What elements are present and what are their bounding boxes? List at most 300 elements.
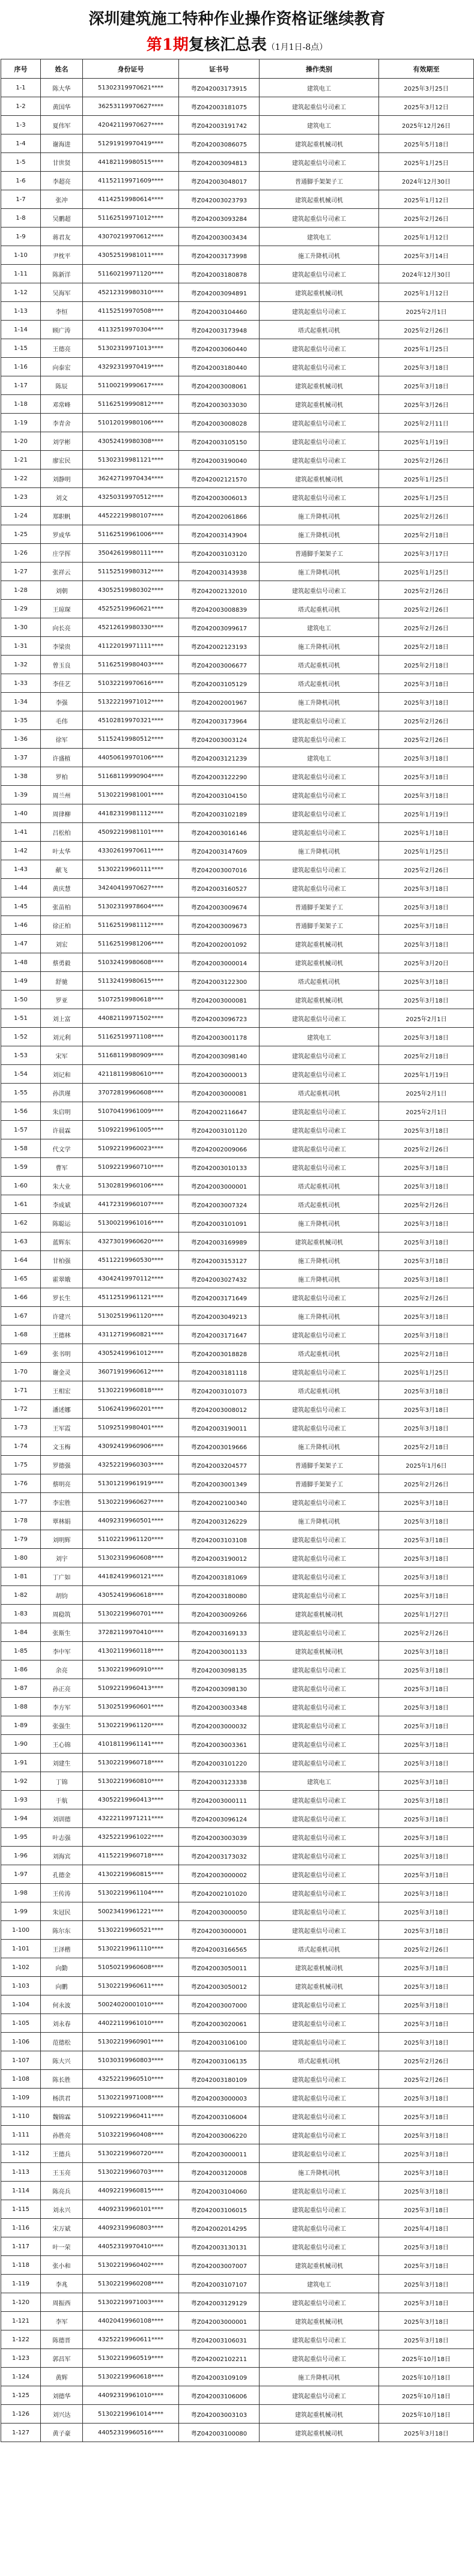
cell-valid-until: 2025年2月26日 <box>379 2051 474 2070</box>
cell-cert-number: 粤Z042003153127 <box>179 1251 260 1270</box>
cell-cert-number: 粤Z042003190011 <box>179 1419 260 1437</box>
cell-name: 朱大业 <box>41 1177 83 1195</box>
cell-id-number: 51092219960023**** <box>83 1139 179 1158</box>
cell-name: 叶志强 <box>41 1828 83 1847</box>
cell-id-number: 44022119961010**** <box>83 2014 179 2033</box>
cell-operation-type: 建筑起重信号司索工 <box>260 1754 379 1772</box>
cell-name: 孙正亮 <box>41 1679 83 1698</box>
cell-valid-until: 2025年1月19日 <box>379 804 474 823</box>
header-cert-number: 证书号 <box>179 59 260 79</box>
cell-name: 刘元利 <box>41 1028 83 1046</box>
cell-id-number: 44092319960803**** <box>83 2219 179 2237</box>
cell-seq: 1-114 <box>1 2182 41 2200</box>
table-row <box>1 376 474 395</box>
cell-cert-number: 粤Z042003003361 <box>179 1735 260 1754</box>
table-row <box>1 1698 474 1716</box>
cell-id-number: 43042419970112**** <box>83 1270 179 1288</box>
table-row <box>1 1586 474 1605</box>
cell-valid-until: 2025年3月18日 <box>379 1791 474 1809</box>
cell-seq: 1-107 <box>1 2051 41 2070</box>
cell-name: 吕松柏 <box>41 823 83 842</box>
cell-seq: 1-54 <box>1 1065 41 1084</box>
cell-valid-until: 2025年10月18日 <box>379 2368 474 2386</box>
cell-name: 庄学挥 <box>41 544 83 563</box>
cell-id-number: 43302619970611**** <box>83 842 179 860</box>
cell-valid-until: 2025年3月18日 <box>379 972 474 991</box>
table-row <box>1 432 474 451</box>
summary-table <box>1 59 474 2442</box>
table-row <box>1 1474 474 1493</box>
cell-id-number: 50023419961221**** <box>83 1902 179 1921</box>
table-row <box>1 916 474 935</box>
cell-cert-number: 粤Z042003180080 <box>179 1586 260 1605</box>
header-id-number: 身份证号 <box>83 59 179 79</box>
cell-id-number: 51302819960106**** <box>83 1177 179 1195</box>
cell-seq: 1-65 <box>1 1270 41 1288</box>
cell-operation-type: 建筑起重信号司索工 <box>260 767 379 786</box>
cell-valid-until: 2025年2月18日 <box>379 1046 474 1065</box>
cell-valid-until: 2025年2月26日 <box>379 860 474 879</box>
cell-cert-number: 粤Z042003122300 <box>179 972 260 991</box>
cell-id-number: 51302319970621**** <box>83 79 179 97</box>
table-row <box>1 860 474 879</box>
cell-name: 张斯生 <box>41 1623 83 1642</box>
cell-valid-until: 2025年3月18日 <box>379 2237 474 2256</box>
cell-valid-until: 2025年3月18日 <box>379 879 474 897</box>
cell-cert-number: 粤Z042003173915 <box>179 79 260 97</box>
table-row <box>1 991 474 1009</box>
cell-operation-type: 建筑电工 <box>260 2275 379 2293</box>
cell-seq: 1-24 <box>1 507 41 525</box>
cell-cert-number: 粤Z042003171647 <box>179 1326 260 1344</box>
cell-valid-until: 2025年3月18日 <box>379 1158 474 1177</box>
cell-operation-type: 建筑起重机械司机 <box>260 2312 379 2330</box>
cell-id-number: 51030319960803**** <box>83 2051 179 2070</box>
cell-operation-type: 建筑起重信号司索工 <box>260 2237 379 2256</box>
cell-seq: 1-123 <box>1 2349 41 2368</box>
table-row <box>1 1456 474 1474</box>
cell-name: 黄国华 <box>41 97 83 116</box>
cell-id-number: 51322219971012**** <box>83 693 179 711</box>
cell-seq: 1-98 <box>1 1884 41 1902</box>
cell-name: 蓝辉东 <box>41 1232 83 1251</box>
cell-id-number: 43052519980302**** <box>83 581 179 600</box>
cell-name: 李军 <box>41 2312 83 2330</box>
cell-cert-number: 粤Z042003049213 <box>179 1307 260 1326</box>
table-row <box>1 1642 474 1661</box>
cell-seq: 1-113 <box>1 2163 41 2182</box>
cell-operation-type: 建筑起重机械司机 <box>260 395 379 414</box>
cell-id-number: 51100219990617**** <box>83 376 179 395</box>
cell-cert-number: 粤Z042003093284 <box>179 209 260 228</box>
cell-seq: 1-43 <box>1 860 41 879</box>
cell-id-number: 36253119970627**** <box>83 97 179 116</box>
table-row <box>1 1902 474 1921</box>
cell-cert-number: 粤Z042003000001 <box>179 2312 260 2330</box>
cell-operation-type: 塔式起重机司机 <box>260 600 379 618</box>
cell-seq: 1-1 <box>1 79 41 97</box>
cell-valid-until: 2025年3月18日 <box>379 1326 474 1344</box>
cell-cert-number: 粤Z042003104060 <box>179 2182 260 2200</box>
cell-name: 王德亮 <box>41 339 83 358</box>
table-row <box>1 134 474 153</box>
cell-cert-number: 粤Z042003171649 <box>179 1288 260 1307</box>
cell-seq: 1-72 <box>1 1400 41 1419</box>
cell-id-number: 51012019980106**** <box>83 414 179 432</box>
cell-name: 张强生 <box>41 1716 83 1735</box>
cell-name: 刘建生 <box>41 1754 83 1772</box>
cell-seq: 1-61 <box>1 1195 41 1214</box>
cell-name: 周稳筑 <box>41 1605 83 1623</box>
cell-valid-until: 2025年2月26日 <box>379 451 474 469</box>
table-row <box>1 1288 474 1307</box>
table-row <box>1 935 474 953</box>
cell-seq: 1-30 <box>1 618 41 637</box>
cell-operation-type: 建筑起重信号司索工 <box>260 209 379 228</box>
cell-seq: 1-125 <box>1 2386 41 2405</box>
cell-valid-until: 2025年3月18日 <box>379 1847 474 1865</box>
cell-cert-number: 粤Z042003009673 <box>179 916 260 935</box>
table-row <box>1 209 474 228</box>
cell-name: 刘朝 <box>41 581 83 600</box>
table-row <box>1 1940 474 1958</box>
table-row <box>1 842 474 860</box>
cell-id-number: 43052519981011**** <box>83 246 179 265</box>
cell-name: 刘德华 <box>41 2386 83 2405</box>
cell-valid-until: 2025年3月18日 <box>379 1214 474 1232</box>
cell-valid-until: 2025年3月18日 <box>379 1828 474 1847</box>
cell-valid-until: 2025年1月19日 <box>379 1065 474 1084</box>
cell-valid-until: 2025年1月6日 <box>379 1456 474 1474</box>
cell-cert-number: 粤Z042002001967 <box>179 693 260 711</box>
table-row <box>1 2144 474 2163</box>
cell-cert-number: 粤Z042003010133 <box>179 1158 260 1177</box>
table-row <box>1 2386 474 2405</box>
cell-cert-number: 粤Z042003123338 <box>179 1772 260 1791</box>
cell-valid-until: 2025年3月18日 <box>379 1772 474 1791</box>
cell-name: 谢金灵 <box>41 1363 83 1381</box>
cell-id-number: 43292319970419**** <box>83 358 179 376</box>
cell-name: 陈大兴 <box>41 2051 83 2070</box>
cell-id-number: 51300219961016**** <box>83 1214 179 1232</box>
table-row <box>1 1139 474 1158</box>
cell-seq: 1-93 <box>1 1791 41 1809</box>
cell-id-number: 44020419960108**** <box>83 2312 179 2330</box>
table-row <box>1 1084 474 1102</box>
cell-seq: 1-111 <box>1 2126 41 2144</box>
cell-cert-number: 粤Z042003050011 <box>179 1958 260 1977</box>
cell-operation-type: 建筑起重机械司机 <box>260 1958 379 1977</box>
table-row <box>1 1605 474 1623</box>
cell-name: 陈聪运 <box>41 1214 83 1232</box>
cell-name: 邓常峰 <box>41 395 83 414</box>
cell-name: 谢海进 <box>41 134 83 153</box>
cell-operation-type: 建筑起重机械司机 <box>260 1605 379 1623</box>
cell-operation-type: 塔式起重机司机 <box>260 1195 379 1214</box>
table-row <box>1 1102 474 1121</box>
cell-name: 吴海军 <box>41 283 83 302</box>
cell-operation-type: 施工升降机司机 <box>260 1270 379 1288</box>
cell-name: 许晨霖 <box>41 1121 83 1139</box>
cell-operation-type: 建筑起重信号司索工 <box>260 860 379 879</box>
table-row <box>1 1028 474 1046</box>
cell-operation-type: 建筑起重信号司索工 <box>260 1139 379 1158</box>
table-row <box>1 1307 474 1326</box>
table-row <box>1 1623 474 1642</box>
table-row <box>1 507 474 525</box>
cell-id-number: 44092219960815**** <box>83 2182 179 2200</box>
cell-id-number: 44092319960101**** <box>83 2200 179 2219</box>
table-row <box>1 1344 474 1363</box>
cell-seq: 1-25 <box>1 525 41 544</box>
cell-name: 李青舍 <box>41 414 83 432</box>
table-row <box>1 339 474 358</box>
cell-id-number: 43222119971211**** <box>83 1809 179 1828</box>
cell-seq: 1-118 <box>1 2256 41 2275</box>
cell-seq: 1-50 <box>1 991 41 1009</box>
cell-cert-number: 粤Z042003098140 <box>179 1046 260 1065</box>
table-row <box>1 1251 474 1270</box>
cell-seq: 1-70 <box>1 1363 41 1381</box>
cell-cert-number: 粤Z042003106100 <box>179 2033 260 2051</box>
cell-id-number: 44052319960516**** <box>83 2424 179 2442</box>
cell-valid-until: 2025年3月18日 <box>379 2126 474 2144</box>
table-row <box>1 749 474 767</box>
cell-cert-number: 粤Z042003008028 <box>179 414 260 432</box>
cell-id-number: 51302219960618**** <box>83 2368 179 2386</box>
cell-operation-type: 建筑起重机械司机 <box>260 283 379 302</box>
cell-id-number: 43252219960510**** <box>83 2070 179 2089</box>
cell-seq: 1-60 <box>1 1177 41 1195</box>
cell-valid-until: 2025年10月18日 <box>379 2405 474 2424</box>
cell-valid-until: 2025年2月26日 <box>379 618 474 637</box>
table-row <box>1 116 474 134</box>
cell-cert-number: 粤Z042003094813 <box>179 153 260 172</box>
cell-name: 陈长胜 <box>41 2070 83 2089</box>
cell-name: 王泽楷 <box>41 1940 83 1958</box>
cell-name: 王传涛 <box>41 1884 83 1902</box>
table-row <box>1 414 474 432</box>
cell-name: 余亮 <box>41 1661 83 1679</box>
cell-seq: 1-74 <box>1 1437 41 1456</box>
cell-operation-type: 建筑起重信号司索工 <box>260 97 379 116</box>
cell-operation-type: 建筑起重机械司机 <box>260 469 379 488</box>
cell-cert-number: 粤Z042002009066 <box>179 1139 260 1158</box>
cell-id-number: 51162519980403**** <box>83 656 179 674</box>
cell-name: 孙洪瑾 <box>41 1084 83 1102</box>
cell-operation-type: 建筑电工 <box>260 116 379 134</box>
cell-id-number: 51162519981112**** <box>83 916 179 935</box>
cell-name: 范德松 <box>41 2033 83 2051</box>
table-row <box>1 2330 474 2349</box>
cell-operation-type: 建筑起重信号司索工 <box>260 1326 379 1344</box>
cell-id-number: 41132519970304**** <box>83 321 179 339</box>
table-row <box>1 804 474 823</box>
cell-valid-until: 2025年3月18日 <box>379 1270 474 1288</box>
cell-cert-number: 粤Z042003060440 <box>179 339 260 358</box>
cell-operation-type: 建筑起重机械司机 <box>260 953 379 972</box>
cell-operation-type: 建筑起重信号司索工 <box>260 1623 379 1642</box>
cell-seq: 1-108 <box>1 2070 41 2089</box>
cell-name: 李兆 <box>41 2275 83 2293</box>
cell-id-number: 45092219981101**** <box>83 823 179 842</box>
cell-cert-number: 粤Z042003000014 <box>179 953 260 972</box>
cell-id-number: 51302219981001**** <box>83 786 179 804</box>
table-row <box>1 2293 474 2312</box>
table-row <box>1 823 474 842</box>
cell-operation-type: 建筑起重信号司索工 <box>260 1809 379 1828</box>
table-row <box>1 358 474 376</box>
cell-id-number: 51168119980909**** <box>83 1046 179 1065</box>
cell-id-number: 51032419980608**** <box>83 953 179 972</box>
cell-name: 李方军 <box>41 1698 83 1716</box>
cell-seq: 1-105 <box>1 2014 41 2033</box>
table-row <box>1 1326 474 1344</box>
cell-valid-until: 2025年2月1日 <box>379 1084 474 1102</box>
cell-name: 朱启明 <box>41 1102 83 1121</box>
table-row <box>1 1493 474 1512</box>
document-title: 深圳建筑施工特种作业操作资格证继续教育 <box>88 10 386 28</box>
cell-name: 顾广涛 <box>41 321 83 339</box>
cell-cert-number: 粤Z042003006220 <box>179 2126 260 2144</box>
cell-valid-until: 2025年3月18日 <box>379 916 474 935</box>
cell-operation-type: 建筑起重信号司索工 <box>260 153 379 172</box>
cell-valid-until: 2025年2月18日 <box>379 637 474 656</box>
cell-name: 毛伟 <box>41 711 83 730</box>
cell-valid-until: 2025年3月18日 <box>379 1121 474 1139</box>
table-row <box>1 1661 474 1679</box>
cell-name: 张祥云 <box>41 563 83 581</box>
cell-seq: 1-68 <box>1 1326 41 1344</box>
cell-valid-until: 2025年1月27日 <box>379 1605 474 1623</box>
cell-name: 罗成华 <box>41 525 83 544</box>
cell-id-number: 51050219960608**** <box>83 1958 179 1977</box>
table-row <box>1 2163 474 2182</box>
cell-id-number: 51302219960720**** <box>83 2144 179 2163</box>
cell-cert-number: 粤Z042003000013 <box>179 1065 260 1084</box>
table-row <box>1 265 474 283</box>
cell-id-number: 43250319970512**** <box>83 488 179 507</box>
cell-cert-number: 粤Z042002001092 <box>179 935 260 953</box>
cell-valid-until: 2025年1月25日 <box>379 339 474 358</box>
cell-cert-number: 粤Z042002101020 <box>179 1884 260 1902</box>
cell-cert-number: 粤Z042003180440 <box>179 358 260 376</box>
cell-name: 黄庆慧 <box>41 879 83 897</box>
cell-seq: 1-32 <box>1 656 41 674</box>
cell-operation-type: 施工升降机司机 <box>260 1512 379 1530</box>
table-row <box>1 469 474 488</box>
table-row <box>1 879 474 897</box>
cell-valid-until: 2025年3月18日 <box>379 1232 474 1251</box>
cell-id-number: 44082119971502**** <box>83 1009 179 1028</box>
cell-valid-until: 2025年3月18日 <box>379 2256 474 2275</box>
cell-id-number: 43070219970612**** <box>83 228 179 246</box>
cell-cert-number: 粤Z042003009674 <box>179 897 260 916</box>
cell-seq: 1-126 <box>1 2405 41 2424</box>
cell-operation-type: 建筑起重信号司索工 <box>260 414 379 432</box>
cell-seq: 1-106 <box>1 2033 41 2051</box>
cell-seq: 1-116 <box>1 2219 41 2237</box>
cell-name: 罗柏 <box>41 767 83 786</box>
table-row <box>1 1754 474 1772</box>
cell-valid-until: 2025年2月26日 <box>379 581 474 600</box>
cell-id-number: 44182319981112**** <box>83 804 179 823</box>
cell-valid-until: 2025年3月18日 <box>379 1307 474 1326</box>
cell-seq: 1-48 <box>1 953 41 972</box>
cell-valid-until: 2025年3月18日 <box>379 2312 474 2330</box>
cell-cert-number: 粤Z042003019666 <box>179 1437 260 1456</box>
cell-id-number: 51302219961014**** <box>83 2405 179 2424</box>
table-row <box>1 1065 474 1084</box>
cell-cert-number: 粤Z042003121239 <box>179 749 260 767</box>
cell-operation-type: 塔式起重机司机 <box>260 656 379 674</box>
cell-seq: 1-7 <box>1 190 41 209</box>
cell-seq: 1-52 <box>1 1028 41 1046</box>
cell-operation-type: 施工升降机司机 <box>260 2163 379 2182</box>
date-range: （1月1日-8点） <box>266 43 328 52</box>
cell-operation-type: 建筑起重信号司索工 <box>260 302 379 321</box>
cell-name: 李强 <box>41 693 83 711</box>
cell-name: 丁锦 <box>41 1772 83 1791</box>
header-valid-until: 有效期至 <box>379 59 474 79</box>
cell-valid-until: 2025年3月18日 <box>379 2163 474 2182</box>
cell-operation-type: 建筑起重信号司索工 <box>260 823 379 842</box>
cell-valid-until: 2025年3月18日 <box>379 991 474 1009</box>
table-row <box>1 1121 474 1139</box>
cell-cert-number: 粤Z042003008061 <box>179 376 260 395</box>
table-row <box>1 972 474 991</box>
cell-cert-number: 粤Z042003008012 <box>179 1400 260 1419</box>
cell-name: 陈辰 <box>41 376 83 395</box>
cell-operation-type: 建筑起重信号司索工 <box>260 265 379 283</box>
cell-id-number: 44522219980107**** <box>83 507 179 525</box>
cell-id-number: 51168119990904**** <box>83 767 179 786</box>
cell-valid-until: 2025年3月25日 <box>379 79 474 97</box>
cell-operation-type: 建筑电工 <box>260 228 379 246</box>
cell-seq: 1-15 <box>1 339 41 358</box>
cell-cert-number: 粤Z042003000032 <box>179 1716 260 1735</box>
table-row <box>1 1847 474 1865</box>
cell-operation-type: 建筑起重信号司索工 <box>260 2144 379 2163</box>
cell-name: 刘兴达 <box>41 2405 83 2424</box>
cell-operation-type: 建筑起重机械司机 <box>260 935 379 953</box>
cell-operation-type: 塔式起重机司机 <box>260 1084 379 1102</box>
cell-seq: 1-115 <box>1 2200 41 2219</box>
cell-cert-number: 粤Z042003007324 <box>179 1195 260 1214</box>
table-row <box>1 1791 474 1809</box>
cell-seq: 1-67 <box>1 1307 41 1326</box>
cell-id-number: 45212619980330**** <box>83 618 179 637</box>
table-row <box>1 1177 474 1195</box>
cell-name: 许盛植 <box>41 749 83 767</box>
cell-cert-number: 粤Z042003048017 <box>179 172 260 190</box>
cell-operation-type: 建筑起重信号司索工 <box>260 451 379 469</box>
cell-id-number: 51302219971003**** <box>83 2293 179 2312</box>
cell-name: 罗德强 <box>41 1456 83 1474</box>
cell-operation-type: 建筑起重信号司索工 <box>260 1828 379 1847</box>
cell-operation-type: 建筑起重信号司索工 <box>260 2330 379 2349</box>
cell-seq: 1-94 <box>1 1809 41 1828</box>
cell-seq: 1-17 <box>1 376 41 395</box>
table-row <box>1 637 474 656</box>
cell-valid-until: 2025年2月26日 <box>379 1474 474 1493</box>
cell-name: 舒驰 <box>41 972 83 991</box>
cell-valid-until: 2025年3月18日 <box>379 1381 474 1400</box>
cell-cert-number: 粤Z042003129129 <box>179 2293 260 2312</box>
cell-id-number: 41152219960718**** <box>83 1847 179 1865</box>
cell-valid-until: 2025年3月18日 <box>379 1884 474 1902</box>
cell-seq: 1-13 <box>1 302 41 321</box>
